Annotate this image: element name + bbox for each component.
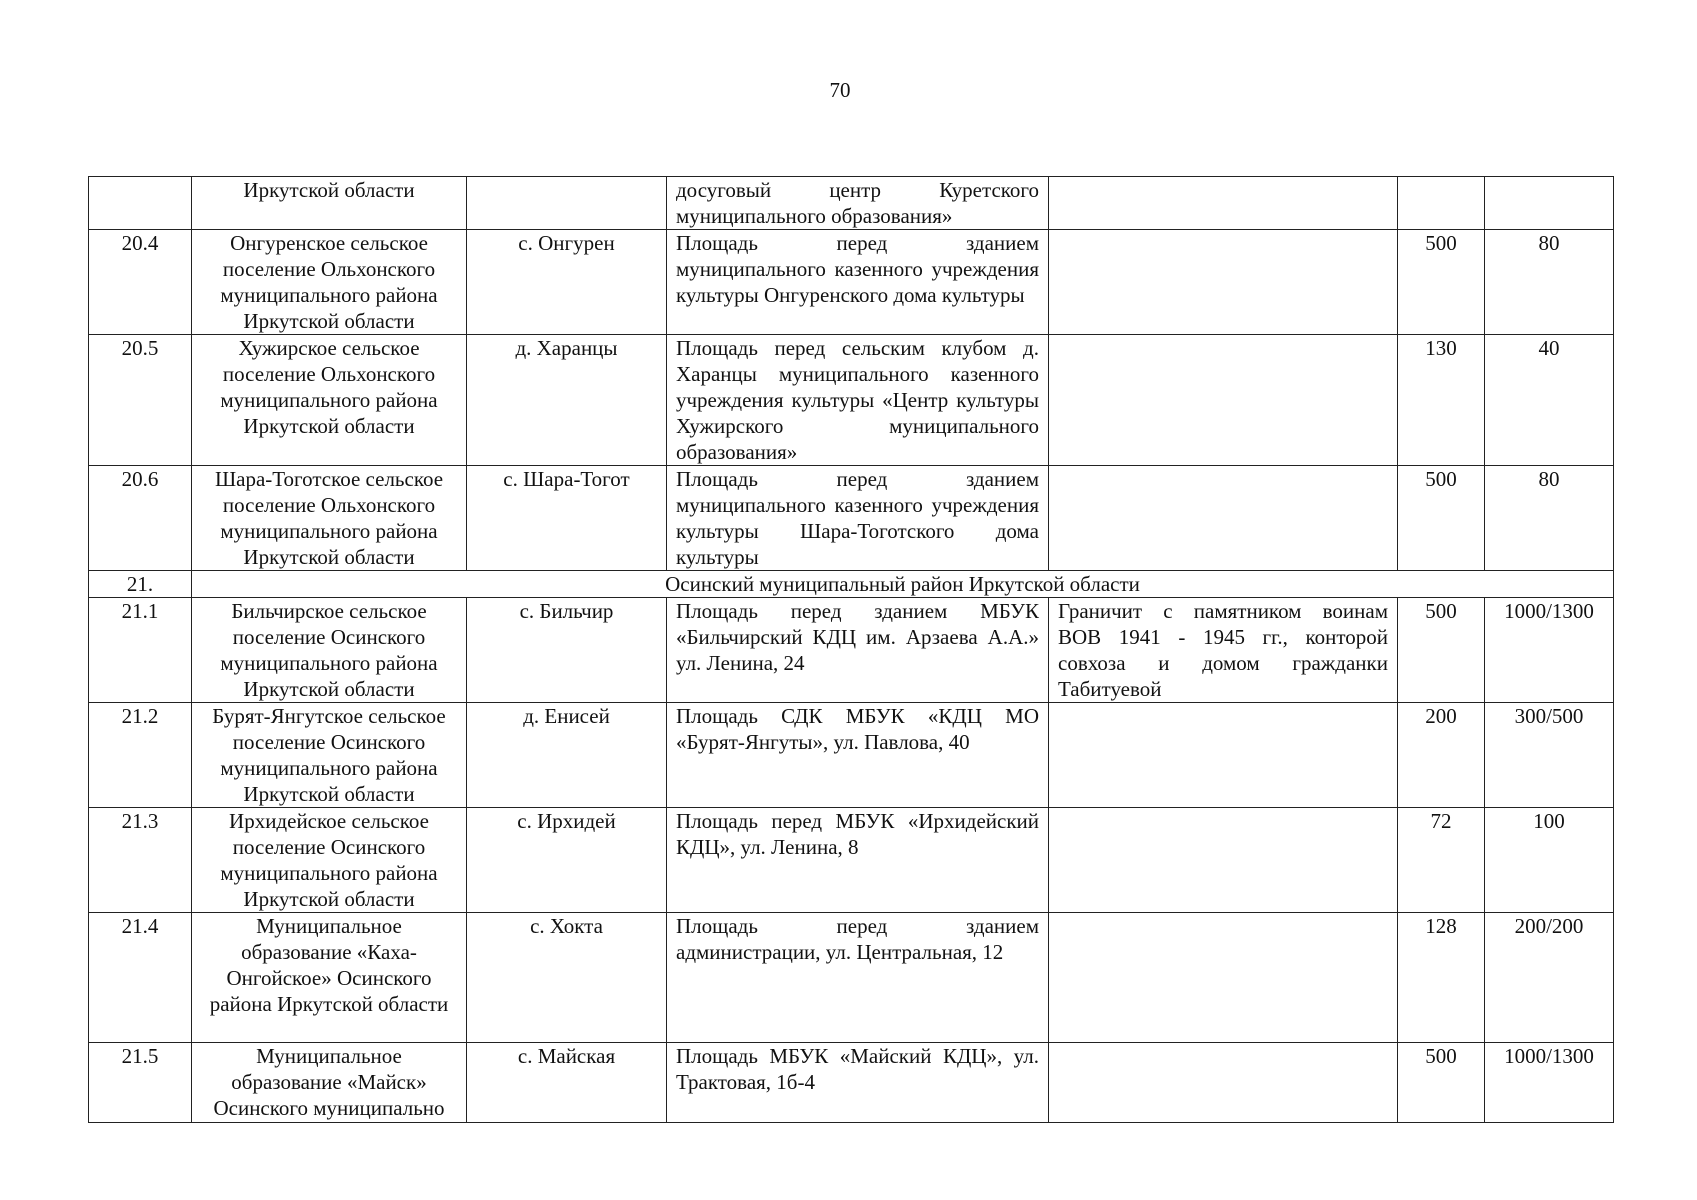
note-cell — [1049, 466, 1398, 571]
table-row — [89, 598, 1614, 703]
people-cell: 1000/1300 — [1485, 1043, 1614, 1123]
row-number: 21.2 — [89, 703, 192, 808]
locality-cell: с. Хокта — [467, 913, 667, 1043]
locality-cell: с. Онгурен — [467, 230, 667, 335]
area-cell: 500 — [1398, 598, 1485, 703]
area-cell: 130 — [1398, 335, 1485, 466]
row-number: 21.1 — [89, 598, 192, 703]
settlement-cell: Онгуренское сельское поселение Ольхонского муниципального района Иркутской области — [192, 230, 467, 335]
settlement-cell: Ирхидейское сельское поселение Осинского муниципального района Иркутской области — [192, 808, 467, 913]
locality-cell: с. Ирхидей — [467, 808, 667, 913]
note-cell — [1049, 808, 1398, 913]
note-cell: Граничит с памятником воинам ВОВ 1941 - 1945 гг., конторой совхоза и домом гражданки Табитуевой — [1049, 598, 1398, 703]
settlement-cell: Бильчирское сельское поселение Осинского муниципального района Иркутской области — [192, 598, 467, 703]
document-table — [88, 176, 1614, 1123]
note-cell — [1049, 703, 1398, 808]
place-cell: Площадь перед зданием муниципального казенного учреждения культуры Шара-Тоготского дома культуры — [667, 466, 1049, 571]
row-number: 20.4 — [89, 230, 192, 335]
table-row — [89, 808, 1614, 913]
row-number: 21.5 — [89, 1043, 192, 1123]
settlement-cell: Хужирское сельское поселение Ольхонского муниципального района Иркутской области — [192, 335, 467, 466]
area-cell: 500 — [1398, 230, 1485, 335]
table-row — [89, 177, 1614, 230]
place-cell: Площадь перед зданием МБУК «Бильчирский КДЦ им. Арзаева А.А.» ул. Ленина, 24 — [667, 598, 1049, 703]
people-cell: 80 — [1485, 466, 1614, 571]
row-number: 21.3 — [89, 808, 192, 913]
locality-cell: с. Майская — [467, 1043, 667, 1123]
row-number: 20.5 — [89, 335, 192, 466]
locality-cell — [467, 177, 667, 230]
row-number: 20.6 — [89, 466, 192, 571]
note-cell — [1049, 335, 1398, 466]
area-cell: 128 — [1398, 913, 1485, 1043]
people-cell: 40 — [1485, 335, 1614, 466]
settlement-cell: Бурят-Янгутское сельское поселение Осинского муниципального района Иркутской области — [192, 703, 467, 808]
area-cell: 200 — [1398, 703, 1485, 808]
note-cell — [1049, 913, 1398, 1043]
locality-cell: с. Шара-Тогот — [467, 466, 667, 571]
people-cell: 1000/1300 — [1485, 598, 1614, 703]
table-row — [89, 230, 1614, 335]
section-title: Осинский муниципальный район Иркутской области — [192, 571, 1614, 598]
note-cell — [1049, 177, 1398, 230]
area-cell: 500 — [1398, 1043, 1485, 1123]
area-cell: 500 — [1398, 466, 1485, 571]
locality-cell: с. Бильчир — [467, 598, 667, 703]
area-cell: 72 — [1398, 808, 1485, 913]
people-cell: 200/200 — [1485, 913, 1614, 1043]
note-cell — [1049, 230, 1398, 335]
settlement-cell: Шара-Тоготское сельское поселение Ольхонского муниципального района Иркутской области — [192, 466, 467, 571]
note-cell — [1049, 1043, 1398, 1123]
people-cell: 80 — [1485, 230, 1614, 335]
place-cell: Площадь перед зданием муниципального казенного учреждения культуры Онгуренского дома культуры — [667, 230, 1049, 335]
section-number: 21. — [89, 571, 192, 598]
people-cell — [1485, 177, 1614, 230]
people-cell: 100 — [1485, 808, 1614, 913]
settlement-cell: Муниципальное образование «Каха-Онгойское» Осинского района Иркутской области — [192, 913, 467, 1043]
locality-cell: д. Харанцы — [467, 335, 667, 466]
place-cell: досуговый центр Куретского муниципального образования» — [667, 177, 1049, 230]
table-row — [89, 1043, 1614, 1123]
table-row — [89, 335, 1614, 466]
place-cell: Площадь СДК МБУК «КДЦ МО «Бурят-Янгуты», ул. Павлова, 40 — [667, 703, 1049, 808]
settlement-cell: Муниципальное образование «Майск» Осинского муниципально — [192, 1043, 467, 1123]
place-cell: Площадь перед зданием администрации, ул. Центральная, 12 — [667, 913, 1049, 1043]
section-row — [89, 571, 1614, 598]
table-row — [89, 703, 1614, 808]
table-row — [89, 913, 1614, 1043]
locality-cell: д. Енисей — [467, 703, 667, 808]
place-cell: Площадь МБУК «Майский КДЦ», ул. Трактовая, 1б-4 — [667, 1043, 1049, 1123]
row-number — [89, 177, 192, 230]
settlement-cell: Иркутской области — [192, 177, 467, 230]
area-cell — [1398, 177, 1485, 230]
row-number: 21.4 — [89, 913, 192, 1043]
place-cell: Площадь перед МБУК «Ирхидейский КДЦ», ул. Ленина, 8 — [667, 808, 1049, 913]
table-row — [89, 466, 1614, 571]
place-cell: Площадь перед сельским клубом д. Харанцы муниципального казенного учреждения культуры «Центр культуры Хужирского муниципального образования» — [667, 335, 1049, 466]
people-cell: 300/500 — [1485, 703, 1614, 808]
page-number: 70 — [829, 78, 851, 102]
